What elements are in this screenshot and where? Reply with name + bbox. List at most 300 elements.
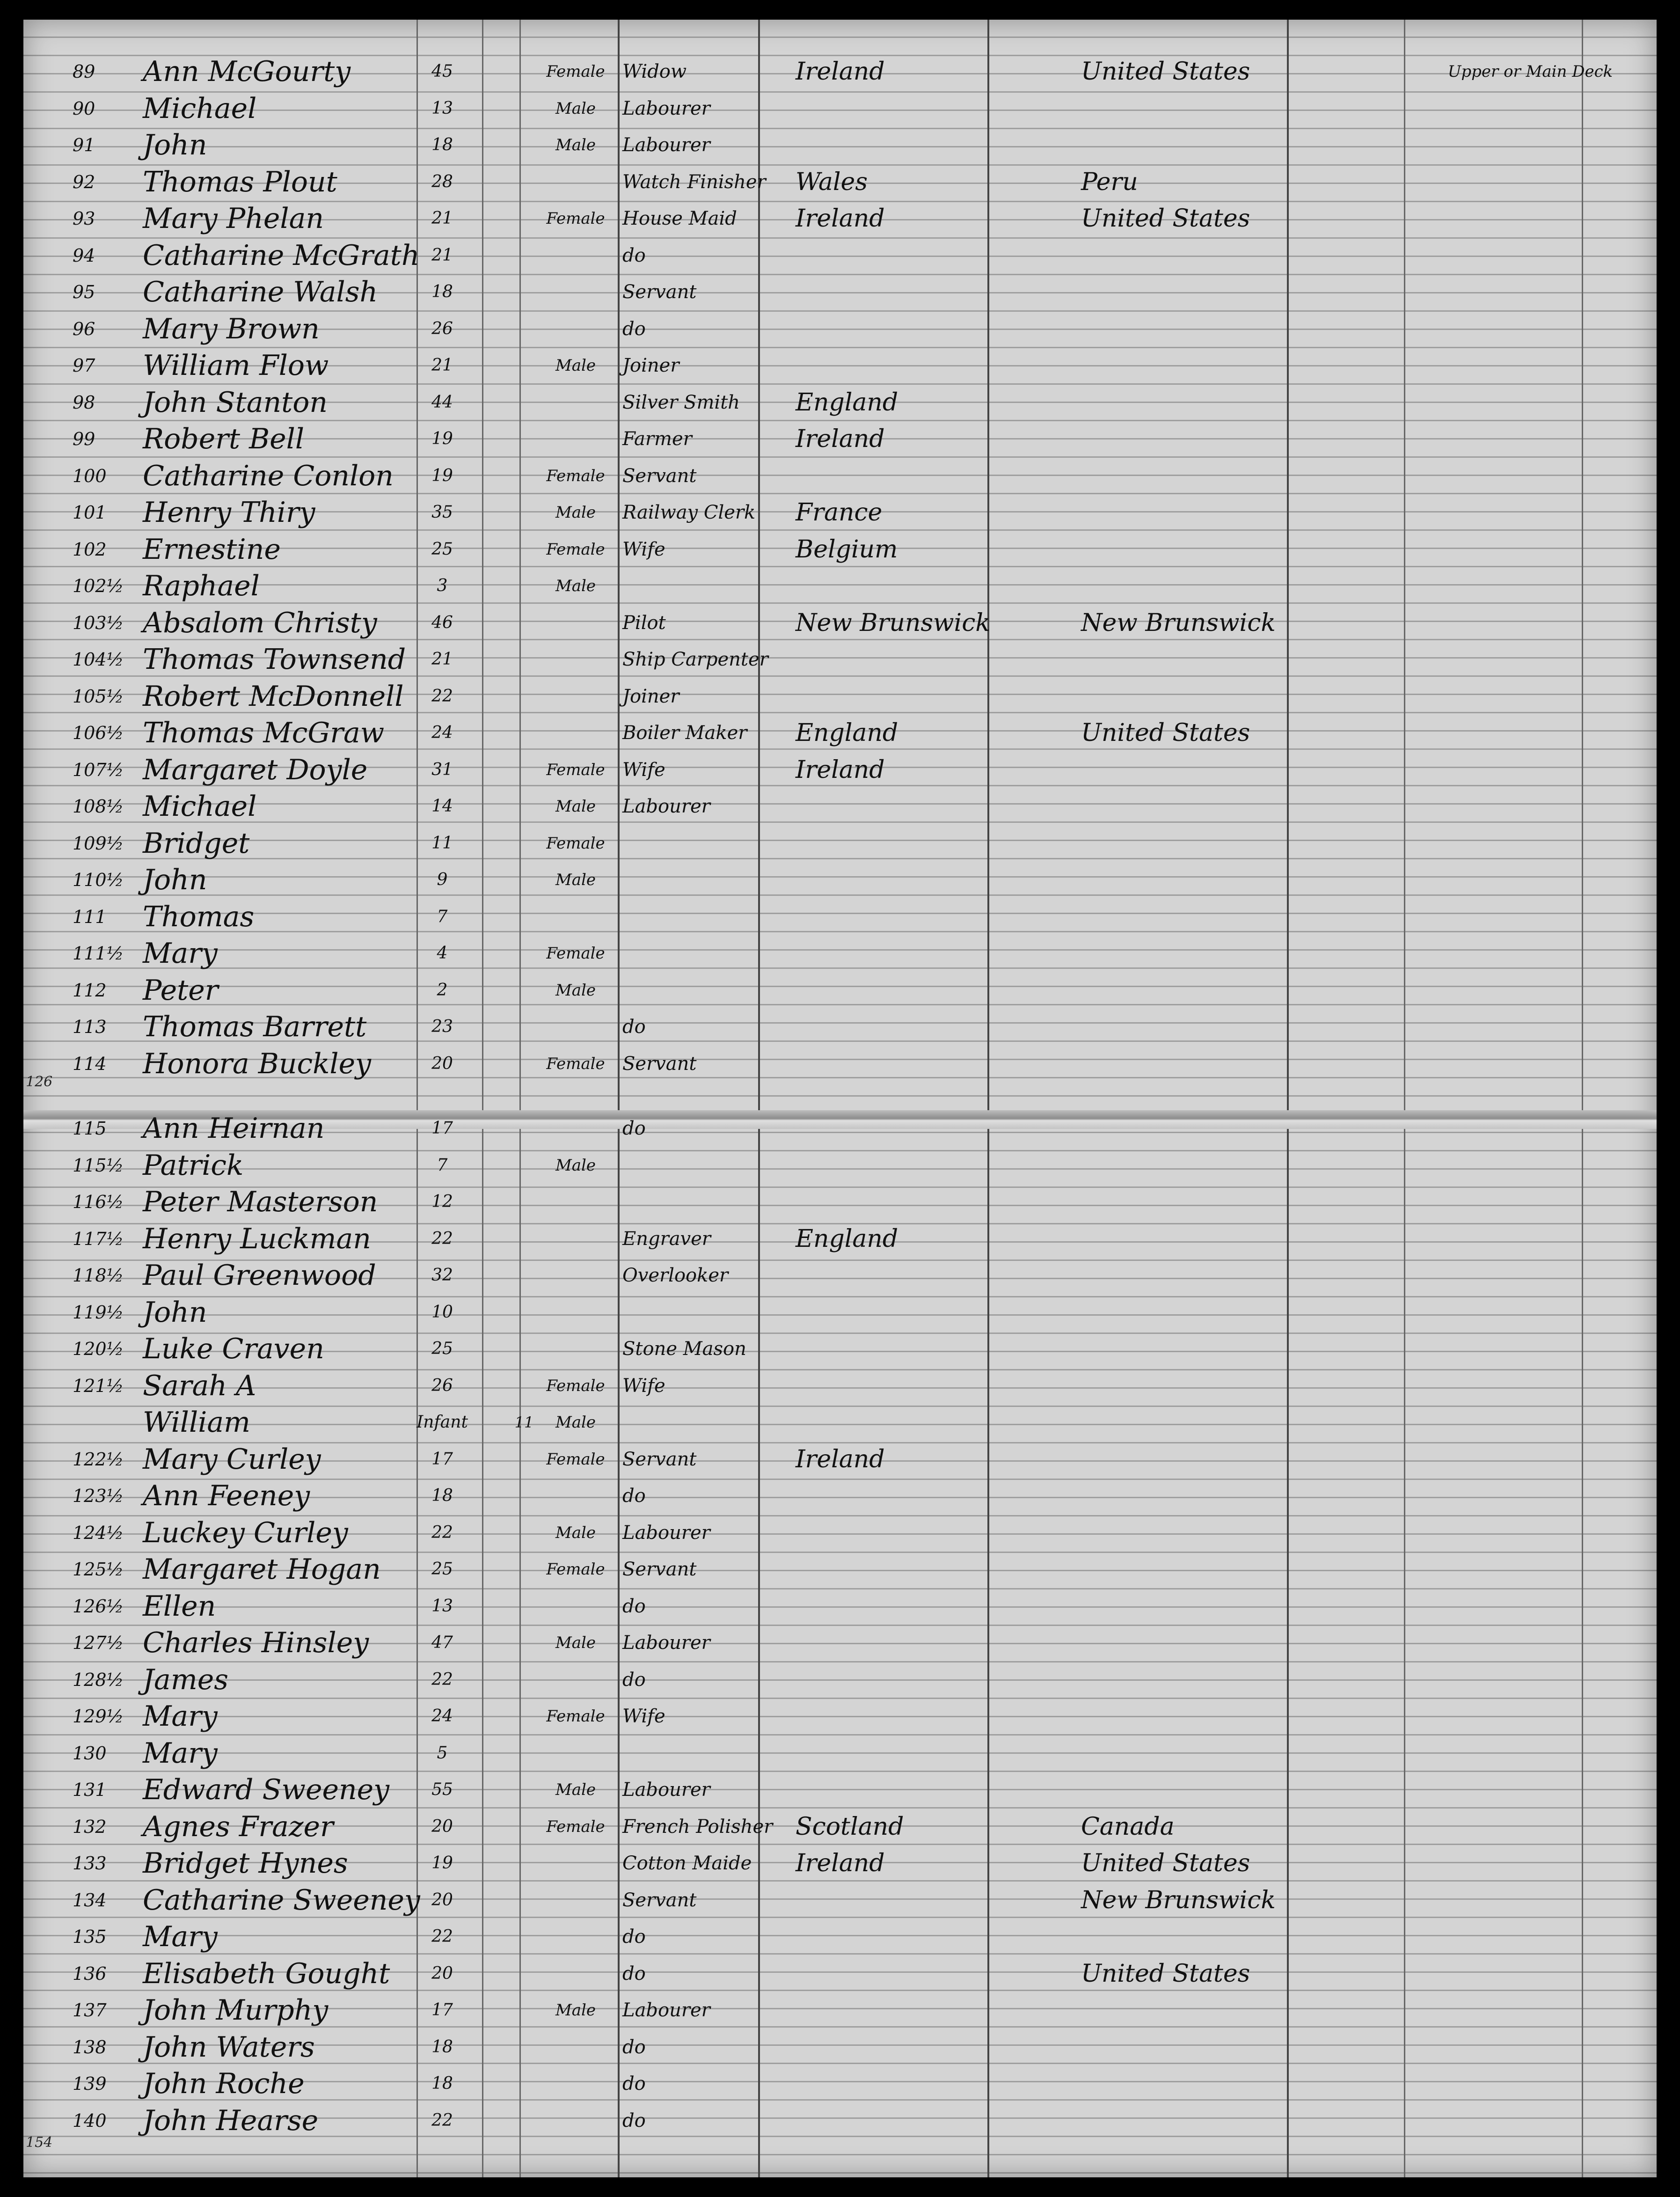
occupation: do [622, 1485, 646, 1507]
sex: Male [555, 2001, 596, 2020]
occupation: Wife [622, 1375, 665, 1397]
age: 21 [431, 209, 453, 228]
destination: United States [1081, 1959, 1250, 1988]
passenger-name: Paul Greenwood [143, 1259, 376, 1292]
age: 31 [431, 760, 453, 779]
table-row [23, 1992, 1657, 2029]
occupation: Labourer [622, 97, 710, 119]
entry-number: 128½ [73, 1669, 124, 1690]
age: 12 [431, 1192, 453, 1211]
occupation: Servant [622, 1448, 697, 1470]
country-of-origin: Scotland [796, 1812, 904, 1841]
table-row [23, 2029, 1657, 2065]
occupation: Joiner [622, 685, 679, 707]
occupation: Cotton Maide [622, 1853, 752, 1874]
destination: Canada [1081, 1812, 1175, 1841]
table-row [23, 568, 1657, 604]
age: 18 [431, 282, 453, 301]
occupation: Wife [622, 1706, 665, 1727]
entry-number: 107½ [73, 759, 124, 780]
occupation: do [622, 2036, 646, 2058]
passenger-name: John Waters [143, 2030, 315, 2064]
passenger-name: Agnes Frazer [143, 1810, 334, 1843]
passenger-name: Ellen [143, 1589, 216, 1623]
entry-number: 105½ [73, 686, 124, 707]
occupation: do [622, 1595, 646, 1617]
passenger-name: Ann McGourty [143, 55, 351, 88]
passenger-name: Peter [143, 974, 219, 1007]
passenger-name: John Murphy [143, 1994, 329, 2027]
table-row [23, 1441, 1657, 1478]
entry-number: 104½ [73, 649, 124, 670]
passenger-name: Mary Phelan [143, 202, 324, 235]
country-of-origin: England [796, 388, 898, 417]
age: 21 [431, 245, 453, 265]
table-row [23, 347, 1657, 384]
passenger-name: James [143, 1663, 229, 1696]
entry-number: 119½ [73, 1302, 124, 1323]
country-of-origin: England [796, 1224, 898, 1253]
entry-number: 139 [73, 2073, 107, 2094]
age: 22 [431, 1229, 453, 1248]
table-row [23, 200, 1657, 237]
table-row [23, 1257, 1657, 1294]
occupation: French Polisher [622, 1816, 773, 1838]
entry-number: 94 [73, 245, 95, 266]
table-row [23, 1772, 1657, 1808]
table-row [23, 752, 1657, 788]
passenger-name: Mary [143, 937, 218, 970]
table-row [23, 494, 1657, 531]
occupation: Servant [622, 281, 697, 303]
table-row [23, 1919, 1657, 1955]
passenger-name: Bridget Hynes [143, 1847, 348, 1880]
age: 45 [431, 62, 453, 81]
table-row [23, 531, 1657, 568]
sex: Male [555, 503, 596, 522]
sex: Female [546, 209, 605, 228]
entry-number: 132 [73, 1816, 107, 1837]
entry-number: 131 [73, 1780, 107, 1800]
table-row [23, 1147, 1657, 1184]
passenger-name: Thomas McGraw [143, 717, 385, 749]
table-row [23, 678, 1657, 715]
entry-number: 91 [73, 135, 95, 155]
table-row [23, 1221, 1657, 1257]
entry-number: 125½ [73, 1559, 124, 1580]
entry-number: 138 [73, 2036, 107, 2058]
age: 26 [431, 319, 453, 338]
table-row [23, 935, 1657, 972]
age-months: 11 [514, 1413, 534, 1431]
occupation: Wife [622, 538, 665, 560]
passenger-name: Michael [143, 92, 257, 125]
age: 18 [431, 2037, 453, 2057]
entry-number: 134 [73, 1889, 107, 1911]
entry-number: 99 [73, 429, 95, 449]
occupation: Labourer [622, 1999, 710, 2021]
table-row [23, 1404, 1657, 1441]
entry-number: 127½ [73, 1633, 124, 1653]
sex: Male [555, 136, 596, 154]
entry-number: 121½ [73, 1375, 124, 1396]
entry-number: 112 [73, 980, 107, 1001]
age: 7 [437, 1155, 448, 1175]
occupation: Servant [622, 1559, 697, 1580]
entry-number: 109½ [73, 833, 124, 854]
occupation: do [622, 1669, 646, 1691]
entry-number: 95 [73, 282, 95, 302]
table-row [23, 90, 1657, 127]
occupation: Overlooker [622, 1265, 729, 1286]
passenger-name: William Flow [143, 349, 329, 382]
sex: Female [546, 834, 605, 853]
passenger-name: Ann Heirnan [143, 1112, 325, 1145]
entry-number: 106½ [73, 723, 124, 743]
sex: Female [546, 944, 605, 963]
occupation: House Maid [622, 208, 737, 229]
destination: Peru [1081, 168, 1138, 196]
table-row [23, 1588, 1657, 1625]
sex: Female [546, 1817, 605, 1836]
occupation: Boiler Maker [622, 722, 747, 744]
sex: Male [555, 356, 596, 375]
occupation: do [622, 1963, 646, 1985]
age: 13 [431, 1596, 453, 1616]
passenger-name: Catharine McGrath [143, 239, 420, 272]
occupation: Engraver [622, 1228, 711, 1250]
table-row [23, 127, 1657, 163]
age: 18 [431, 135, 453, 154]
table-row [23, 1478, 1657, 1514]
passenger-name: Patrick [143, 1149, 244, 1182]
occupation: Wife [622, 759, 665, 781]
age: 20 [431, 1890, 453, 1910]
age: 17 [431, 2000, 453, 2020]
age: 32 [431, 1266, 453, 1285]
occupation: Labourer [622, 1632, 710, 1654]
age: 13 [431, 98, 453, 118]
entry-number: 113 [73, 1017, 107, 1037]
passenger-name: Robert Bell [143, 423, 305, 455]
entry-number: 111 [73, 906, 107, 927]
destination: United States [1081, 719, 1250, 747]
passenger-name: Catharine Walsh [143, 276, 378, 308]
sex: Female [546, 1450, 605, 1469]
table-row [23, 421, 1657, 457]
age: 19 [431, 429, 453, 448]
age: 17 [431, 1119, 453, 1138]
table-row [23, 53, 1657, 90]
table-row [23, 899, 1657, 935]
passenger-name: John Stanton [143, 386, 328, 419]
occupation: do [622, 1118, 646, 1139]
entry-number: 130 [73, 1743, 107, 1764]
passenger-name: Absalom Christy [143, 606, 377, 639]
destination: New Brunswick [1081, 1886, 1276, 1914]
passenger-name: Robert McDonnell [143, 680, 404, 713]
table-row [23, 1551, 1657, 1588]
passenger-name: Honora Buckley [143, 1047, 372, 1080]
occupation: do [622, 1926, 646, 1948]
occupation: do [622, 244, 646, 266]
occupation: Labourer [622, 796, 710, 817]
sex: Female [546, 1376, 605, 1395]
sex: Male [555, 1633, 596, 1652]
country-of-origin: Belgium [796, 535, 898, 564]
age: 47 [431, 1633, 453, 1652]
age: 24 [431, 723, 453, 742]
age: 20 [431, 1054, 453, 1073]
occupation: Pilot [622, 612, 666, 634]
passenger-name: Thomas Plout [143, 165, 337, 198]
destination: United States [1081, 58, 1250, 86]
age: 19 [431, 1853, 453, 1873]
age: 17 [431, 1449, 453, 1469]
table-row [23, 1294, 1657, 1331]
table-row [23, 2102, 1657, 2139]
entry-number: 92 [73, 171, 95, 192]
entry-number: 111½ [73, 943, 124, 964]
passenger-name: Mary Brown [143, 312, 320, 345]
table-row [23, 274, 1657, 310]
age: 14 [431, 797, 453, 816]
accommodation: Upper or Main Deck [1447, 62, 1613, 81]
age: 11 [431, 833, 453, 853]
occupation: do [622, 2109, 646, 2131]
destination: New Brunswick [1081, 608, 1276, 637]
age: 19 [431, 466, 453, 485]
table-row [23, 384, 1657, 421]
destination: United States [1081, 1849, 1250, 1877]
age: 10 [431, 1302, 453, 1322]
sex: Female [546, 1560, 605, 1579]
table-row [23, 1110, 1657, 1147]
entry-number: 118½ [73, 1265, 124, 1286]
country-of-origin: Ireland [796, 755, 885, 784]
table-row [23, 862, 1657, 898]
age: 44 [431, 392, 453, 412]
entry-number: 135 [73, 1926, 107, 1947]
entry-number: 108½ [73, 796, 124, 817]
sex: Male [555, 577, 596, 595]
entry-number: 102 [73, 539, 107, 560]
country-of-origin: Ireland [796, 205, 885, 233]
table-row [23, 715, 1657, 751]
table-row [23, 1515, 1657, 1551]
margin-note-bottom: 154 [26, 2134, 53, 2151]
entry-number: 123½ [73, 1486, 124, 1506]
entry-number: 110½ [73, 870, 124, 890]
occupation: do [622, 318, 646, 340]
occupation: Ship Carpenter [622, 649, 768, 670]
sex: Male [555, 1156, 596, 1175]
age: 46 [431, 613, 453, 632]
passenger-name: Mary Curley [143, 1443, 321, 1476]
sex: Female [546, 540, 605, 559]
occupation: Joiner [622, 355, 679, 376]
entry-number: 97 [73, 355, 95, 376]
age: 21 [431, 650, 453, 669]
passenger-name: John Roche [143, 2067, 305, 2100]
age: 25 [431, 1339, 453, 1358]
passenger-name: Margaret Hogan [143, 1553, 381, 1586]
passenger-name: Charles Hinsley [143, 1626, 369, 1659]
age: 25 [431, 1560, 453, 1579]
table-row [23, 1955, 1657, 1992]
entry-number: 115 [73, 1118, 107, 1139]
passenger-name: Raphael [143, 570, 260, 602]
occupation: Railway Clerk [622, 502, 756, 523]
age: 23 [431, 1017, 453, 1036]
table-row [23, 972, 1657, 1009]
entry-number: 120½ [73, 1339, 124, 1359]
entry-number: 115½ [73, 1155, 124, 1176]
age: 2 [437, 980, 448, 1000]
table-row [23, 1809, 1657, 1845]
age: 28 [431, 172, 453, 191]
entry-number: 89 [73, 61, 95, 82]
table-row [23, 1882, 1657, 1919]
passenger-name: John [143, 1296, 207, 1329]
table-row [23, 825, 1657, 862]
table-row [23, 1368, 1657, 1404]
age: 20 [431, 1963, 453, 1983]
passenger-name: Thomas Barrett [143, 1011, 367, 1043]
passenger-name: Thomas Townsend [143, 643, 406, 676]
passenger-name: Luke Craven [143, 1333, 324, 1365]
age: 5 [437, 1743, 448, 1763]
sex: Female [546, 760, 605, 779]
passenger-name: John Hearse [143, 2104, 319, 2137]
sex: Male [555, 1780, 596, 1799]
sex: Male [555, 871, 596, 889]
sex: Male [555, 1413, 596, 1432]
occupation: Labourer [622, 1779, 710, 1801]
age: 22 [431, 1927, 453, 1946]
table-row [23, 2065, 1657, 2102]
age: 18 [431, 1486, 453, 1505]
entry-number: 136 [73, 1963, 107, 1984]
table-row [23, 1184, 1657, 1220]
country-of-origin: Ireland [796, 1849, 885, 1877]
occupation: Farmer [622, 428, 692, 450]
passenger-name: John [143, 864, 207, 896]
table-row [23, 1009, 1657, 1045]
destination: United States [1081, 205, 1250, 233]
passenger-name: Henry Luckman [143, 1222, 371, 1255]
passenger-name: Peter Masterson [143, 1186, 378, 1218]
entry-number: 116½ [73, 1192, 124, 1212]
entry-number: 117½ [73, 1228, 124, 1249]
entry-number: 114 [73, 1053, 107, 1074]
passenger-name: Catharine Sweeney [143, 1883, 420, 1917]
passenger-name: Edward Sweeney [143, 1773, 390, 1806]
entry-number: 100 [73, 465, 107, 486]
age: 24 [431, 1706, 453, 1726]
age: 20 [431, 1816, 453, 1836]
entry-number: 101 [73, 502, 107, 523]
age: 3 [437, 576, 448, 595]
entry-number: 90 [73, 98, 95, 119]
entry-number: 137 [73, 2000, 107, 2021]
passenger-name: Luckey Curley [143, 1516, 348, 1549]
passenger-name: Ernestine [143, 533, 281, 566]
entry-number: 133 [73, 1853, 107, 1874]
country-of-origin: England [796, 719, 898, 747]
table-row [23, 1845, 1657, 1882]
passenger-name: Henry Thiry [143, 496, 315, 529]
age: 22 [431, 686, 453, 706]
margin-note-top: 126 [26, 1074, 53, 1090]
passenger-name: John [143, 129, 207, 161]
table-row [23, 1735, 1657, 1772]
table-row [23, 1662, 1657, 1698]
entry-number: 93 [73, 208, 95, 229]
sex: Female [546, 1707, 605, 1726]
country-of-origin: France [796, 498, 883, 527]
passenger-name: Michael [143, 790, 257, 823]
country-of-origin: New Brunswick [796, 608, 990, 637]
sex: Female [546, 1054, 605, 1073]
sex: Male [555, 981, 596, 1000]
country-of-origin: Ireland [796, 58, 885, 86]
table-row [23, 237, 1657, 274]
occupation: Widow [622, 61, 687, 82]
occupation: Labourer [622, 1522, 710, 1544]
entry-number: 122½ [73, 1449, 124, 1470]
occupation: Stone Mason [622, 1338, 746, 1360]
passenger-name: Bridget [143, 827, 250, 860]
entry-number: 140 [73, 2110, 107, 2131]
occupation: Servant [622, 1053, 697, 1075]
occupation: Watch Finisher [622, 171, 766, 193]
passenger-name: William [143, 1406, 251, 1439]
entry-number: 126½ [73, 1596, 124, 1617]
table-row [23, 605, 1657, 641]
sex: Male [555, 797, 596, 816]
age: 55 [431, 1780, 453, 1799]
table-row [23, 311, 1657, 347]
occupation: do [622, 1016, 646, 1038]
age: 22 [431, 1670, 453, 1689]
age: 9 [437, 870, 448, 889]
age: 25 [431, 539, 453, 559]
country-of-origin: Ireland [796, 1445, 885, 1473]
table-row [23, 164, 1657, 200]
table-row [23, 1698, 1657, 1735]
age: 21 [431, 356, 453, 375]
table-row [23, 1331, 1657, 1367]
entry-number: 124½ [73, 1522, 124, 1543]
passenger-name: Mary [143, 1736, 218, 1770]
passenger-name: Elisabeth Gought [143, 1957, 390, 1990]
age: 35 [431, 503, 453, 522]
sex: Male [555, 1523, 596, 1542]
passenger-name: Mary [143, 1700, 218, 1733]
age: 22 [431, 2110, 453, 2130]
entry-number: 98 [73, 392, 95, 413]
occupation: do [622, 2073, 646, 2094]
occupation: Labourer [622, 134, 710, 156]
entry-number: 96 [73, 318, 95, 339]
age: Infant [416, 1413, 468, 1432]
passenger-name: Catharine Conlon [143, 459, 394, 492]
table-row [23, 788, 1657, 825]
passenger-name: Thomas [143, 900, 255, 933]
sex: Male [555, 99, 596, 118]
occupation: Silver Smith [622, 391, 740, 413]
